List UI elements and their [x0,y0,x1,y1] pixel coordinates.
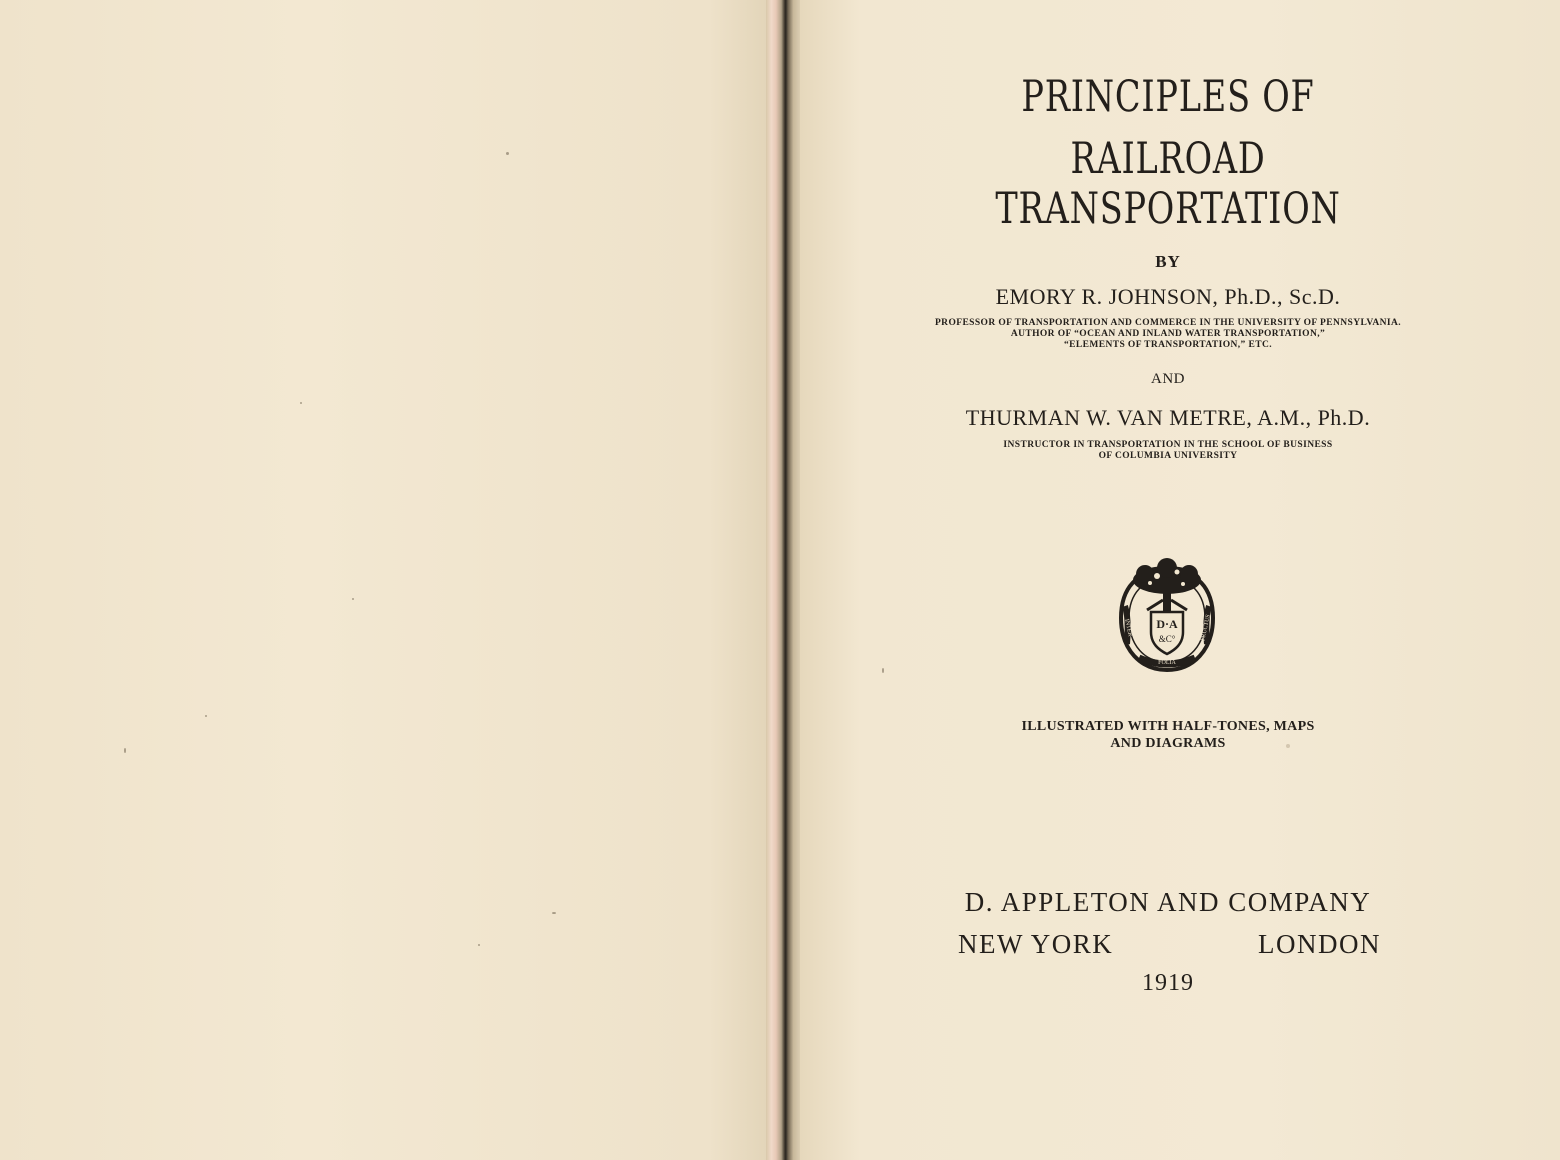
illustrations-line: ILLUSTRATED WITH HALF-TONES, MAPS [1021,719,1315,734]
svg-text:FRUCTUS: FRUCTUS [1200,613,1212,642]
svg-text:D·A: D·A [1156,617,1178,631]
left-page [0,0,770,1160]
paper-speck [124,748,126,753]
paper-speck [205,715,207,717]
svg-text:INTER: INTER [1123,618,1133,638]
book-title-line-2: RAILROAD TRANSPORTATION [995,134,1341,234]
author-2-name: THURMAN W. VAN METRE, A.M., Ph.D. [965,405,1371,430]
publisher-device-icon [1117,558,1217,676]
paper-speck [352,598,354,600]
author-1-credentials [880,318,1456,351]
paper-speck [300,402,302,404]
credential-line: “ELEMENTS OF TRANSPORTATION,” ETC. [1064,340,1272,350]
publisher-city-london: LONDON [1258,929,1381,959]
credential-line: AUTHOR OF “OCEAN AND INLAND WATER TRANSPORTATION,” [1010,329,1326,339]
book-title-line-1: PRINCIPLES OF [1021,72,1315,122]
paper-speck [882,668,884,673]
publisher-city-new-york: NEW YORK [958,929,1114,959]
credential-line: OF COLUMBIA UNIVERSITY [1098,451,1238,461]
bleed-through-shadow [110,140,630,178]
credential-line: INSTRUCTOR IN TRANSPORTATION IN THE SCHOOL OF BUSINESS [1003,440,1333,450]
byline: BY [1155,252,1181,271]
author-2-credentials [880,440,1456,462]
author-1-name: EMORY R. JOHNSON, Ph.D., Sc.D. [995,284,1341,309]
credential-line: PROFESSOR OF TRANSPORTATION AND COMMERCE IN THE UNIVERSITY OF PENNSYLVANIA. [934,318,1402,328]
illustrations-note [880,718,1456,752]
svg-text:FOLIA: FOLIA [1158,660,1176,666]
conjunction: AND [1151,371,1185,387]
paper-speck [478,944,480,946]
paper-speck [506,152,509,155]
publication-year: 1919 [1142,970,1194,996]
book-gutter [766,0,804,1160]
publisher-name: D. APPLETON AND COMPANY [964,887,1372,917]
illustrations-line: AND DIAGRAMS [1110,736,1226,751]
paper-speck [552,912,556,914]
svg-text:&C°: &C° [1158,634,1176,644]
